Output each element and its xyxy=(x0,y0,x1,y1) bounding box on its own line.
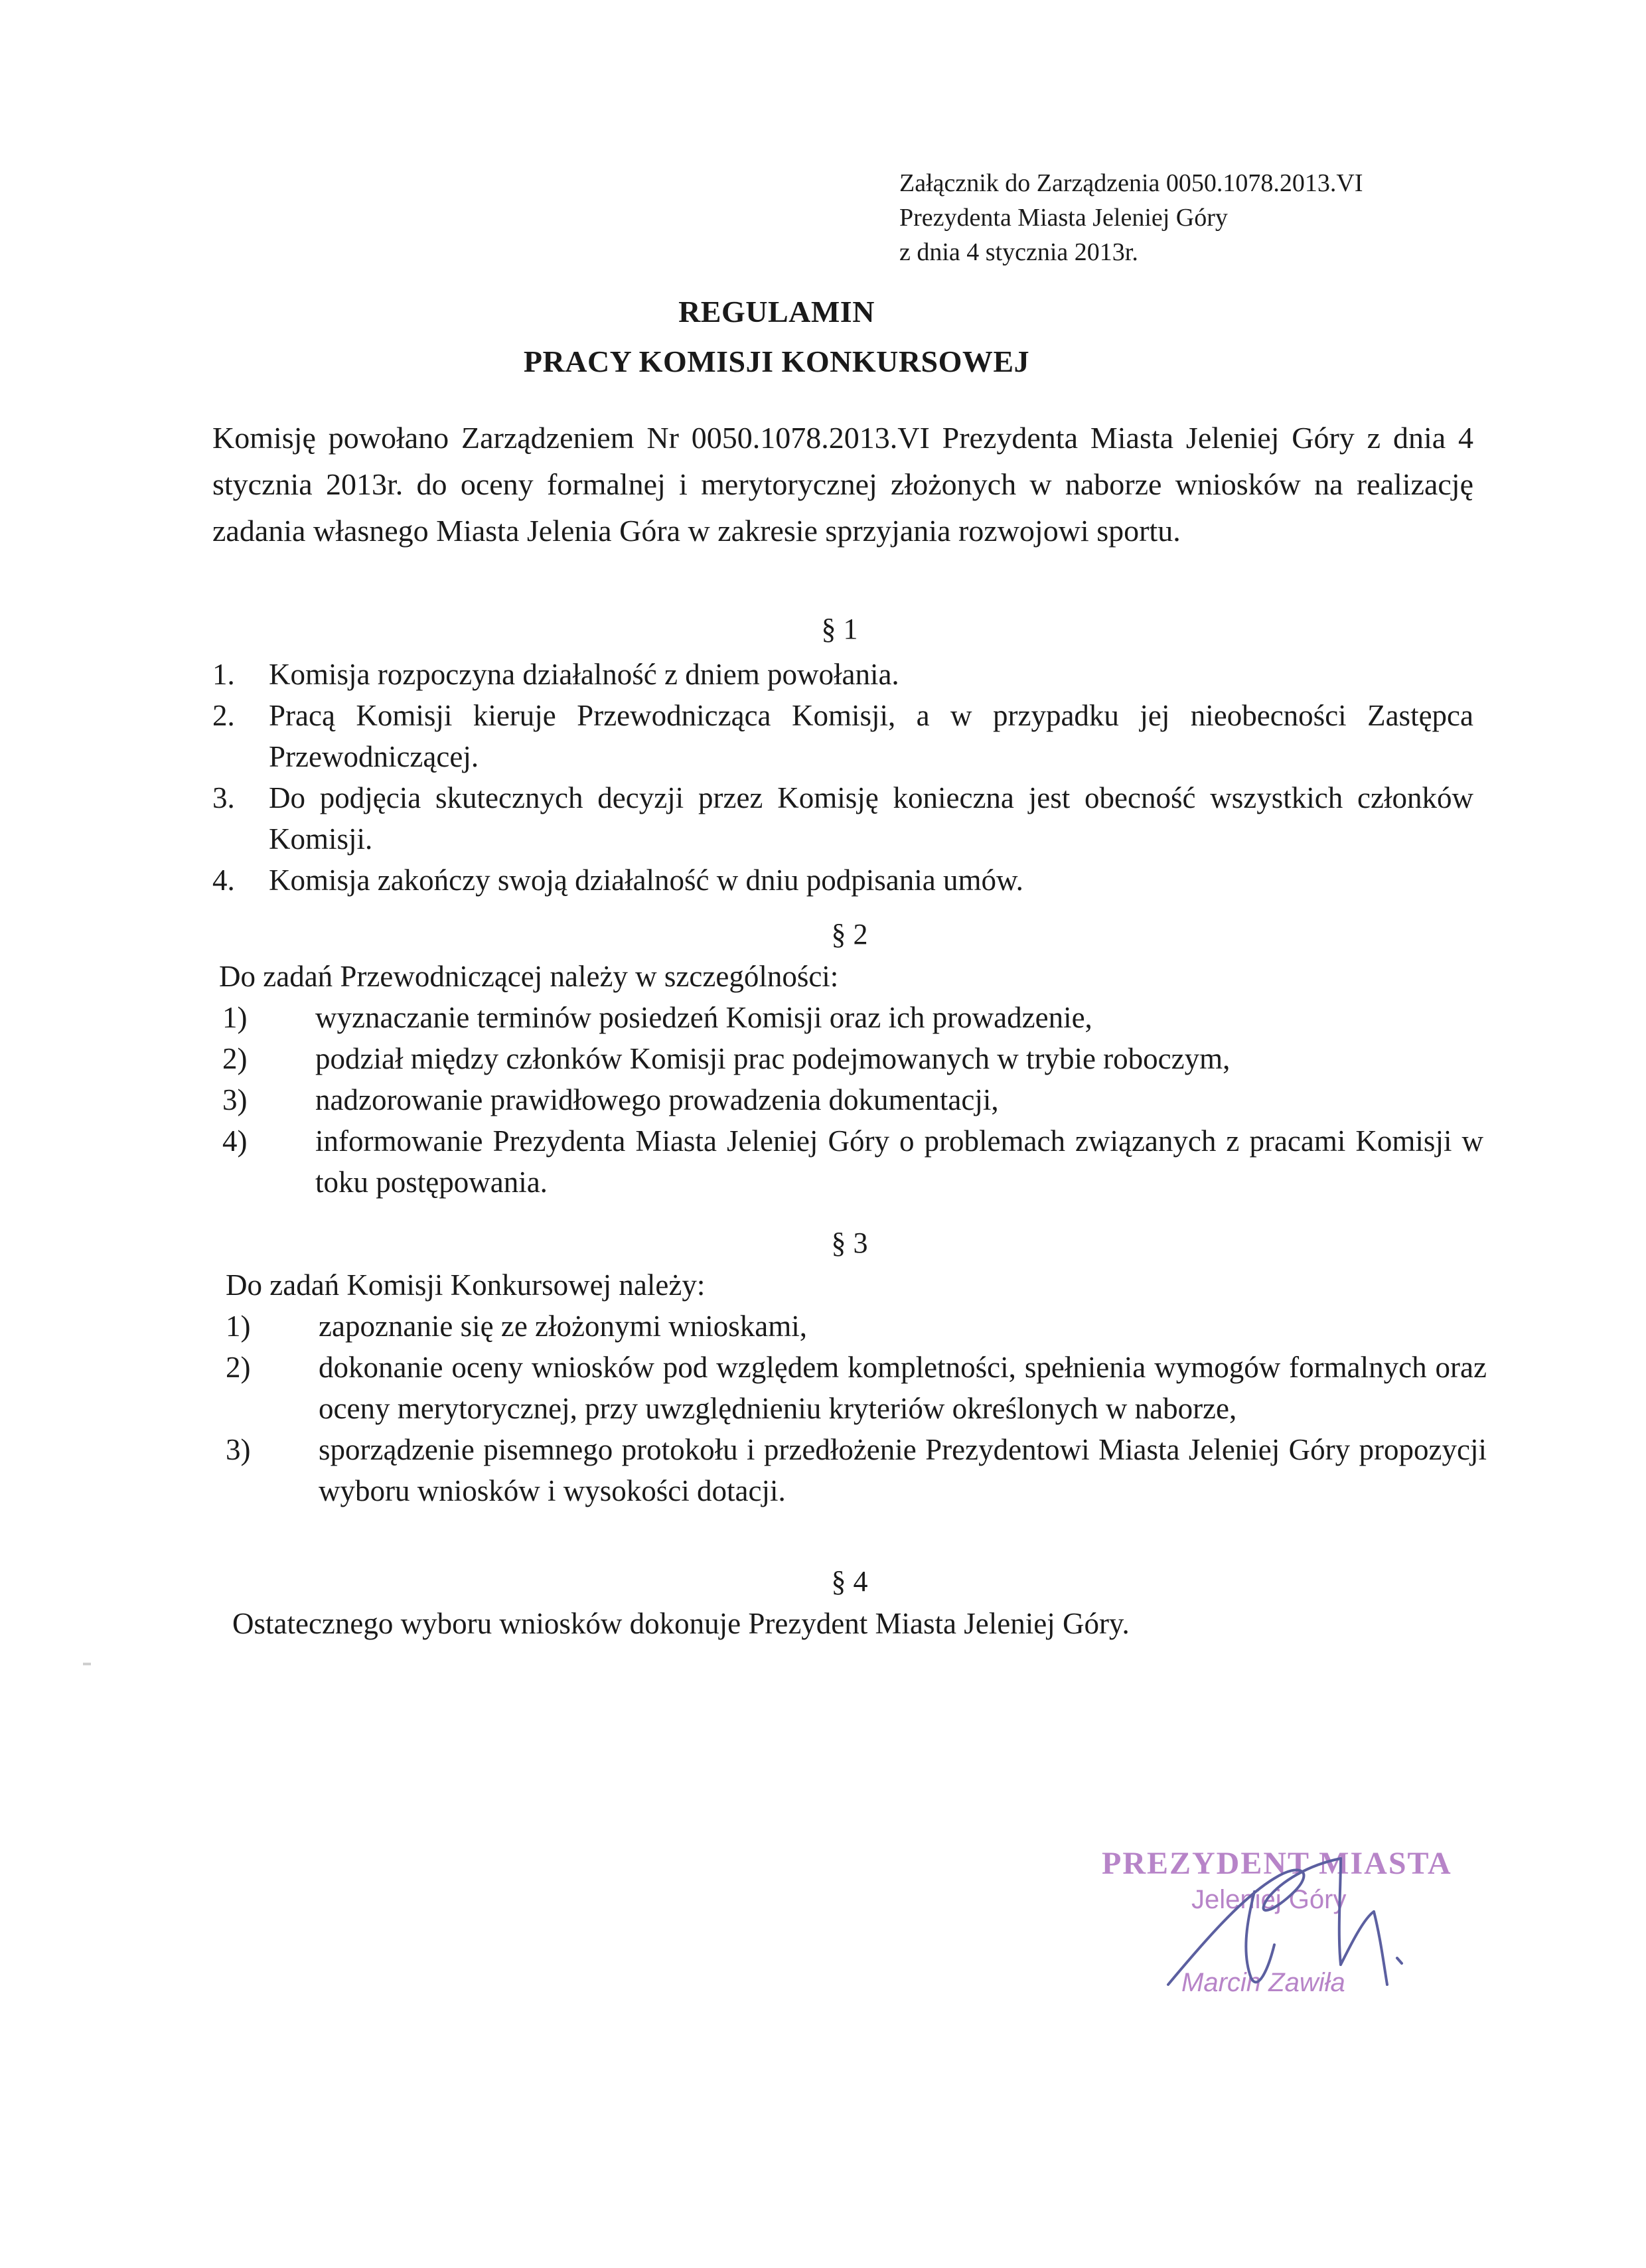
section-1-list xyxy=(212,654,1473,901)
list-item-number: 4) xyxy=(222,1124,248,1158)
section-3-lead: Do zadań Komisji Konkursowej należy: xyxy=(226,1268,706,1302)
list-item-text: podział między członków Komisji prac podejmowanych w trybie roboczym, xyxy=(315,1042,1231,1075)
list-item xyxy=(222,997,1483,1038)
list-item xyxy=(226,1306,1487,1347)
list-item xyxy=(212,695,1473,777)
section-3-mark: § 3 xyxy=(831,1227,868,1259)
list-item-text: Pracą Komisji kieruje Przewodnicząca Komisji, a w przypadku jej nieobecności Zastępca Przewodniczącej. xyxy=(269,699,1473,773)
stamp-name: Marcin Zawiła xyxy=(1181,1968,1345,1997)
list-item-number: 1. xyxy=(212,658,235,691)
list-item xyxy=(226,1347,1487,1429)
list-item-text: nadzorowanie prawidłowego prowadzenia dokumentacji, xyxy=(315,1083,999,1116)
list-item-text: Do podjęcia skutecznych decyzji przez Komisję konieczna jest obecność wszystkich członków Komisji. xyxy=(269,781,1473,856)
list-item-text: dokonanie oceny wniosków pod względem kompletności, spełnienia wymogów formalnych oraz oceny merytorycznej, przy uwzględnieniu kryteriów określonych w naborze, xyxy=(319,1351,1487,1425)
annex-line-2: Prezydenta Miasta Jeleniej Góry xyxy=(899,204,1228,232)
list-item-number: 2. xyxy=(212,699,235,732)
stamp-title: PREZYDENT MIASTA xyxy=(1102,1846,1452,1881)
list-item xyxy=(212,860,1473,901)
section-2-lead: Do zadań Przewodniczącej należy w szczególności: xyxy=(219,960,839,993)
intro-paragraph: Komisję powołano Zarządzeniem Nr 0050.1078.2013.VI Prezydenta Miasta Jeleniej Góry z dnia 4 stycznia 2013r. do oceny formalnej i merytorycznej złożonych w naborze wniosków na realizację zadania własnego Miasta Jelenia Góra w zakresie sprzyjania rozwojowi sportu. xyxy=(212,421,1473,548)
document-subtitle: PRACY KOMISJI KONKURSOWEJ xyxy=(523,344,1030,378)
list-item-text: Komisja zakończy swoją działalność w dniu podpisania umów. xyxy=(269,864,1023,897)
section-2-mark: § 2 xyxy=(831,918,868,950)
annex-line-1: Załącznik do Zarządzenia 0050.1078.2013.VI xyxy=(899,169,1363,197)
list-item xyxy=(212,654,1473,695)
list-item xyxy=(212,777,1473,860)
annex-header xyxy=(899,166,1497,269)
handwritten-signature xyxy=(1142,1819,1487,2031)
list-item-number: 3. xyxy=(212,781,235,814)
list-item-text: Komisja rozpoczyna działalność z dniem powołania. xyxy=(269,658,899,691)
section-1-mark: § 1 xyxy=(821,613,858,645)
stamp-city: Jeleniej Góry xyxy=(1191,1885,1347,1914)
list-item xyxy=(222,1120,1483,1203)
list-item-number: 3) xyxy=(222,1083,248,1116)
list-item-number: 4. xyxy=(212,864,235,897)
annex-line-3: z dnia 4 stycznia 2013r. xyxy=(899,238,1138,266)
section-4-text: Ostatecznego wyboru wniosków dokonuje Prezydent Miasta Jeleniej Góry. xyxy=(232,1607,1130,1640)
list-item-text: wyznaczanie terminów posiedzeń Komisji oraz ich prowadzenie, xyxy=(315,1001,1092,1034)
section-3-list xyxy=(226,1306,1487,1511)
list-item xyxy=(226,1429,1487,1511)
scan-speck xyxy=(83,1663,91,1665)
list-item-text: zapoznanie się ze złożonymi wnioskami, xyxy=(319,1310,807,1343)
list-item-text: informowanie Prezydenta Miasta Jeleniej Góry o problemach związanych z pracami Komisji w toku postępowania. xyxy=(315,1124,1483,1199)
list-item-number: 1) xyxy=(222,1001,248,1034)
document-title: REGULAMIN xyxy=(678,295,875,329)
section-4-mark: § 4 xyxy=(831,1565,868,1598)
list-item-number: 2) xyxy=(226,1351,251,1384)
list-item-number: 1) xyxy=(226,1310,251,1343)
list-item xyxy=(222,1038,1483,1079)
list-item xyxy=(222,1079,1483,1120)
list-item-number: 3) xyxy=(226,1433,251,1466)
list-item-text: sporządzenie pisemnego protokołu i przedłożenie Prezydentowi Miasta Jeleniej Góry propozycji wyboru wniosków i wysokości dotacji. xyxy=(319,1433,1487,1507)
section-2-list xyxy=(222,997,1483,1203)
list-item-number: 2) xyxy=(222,1042,248,1075)
